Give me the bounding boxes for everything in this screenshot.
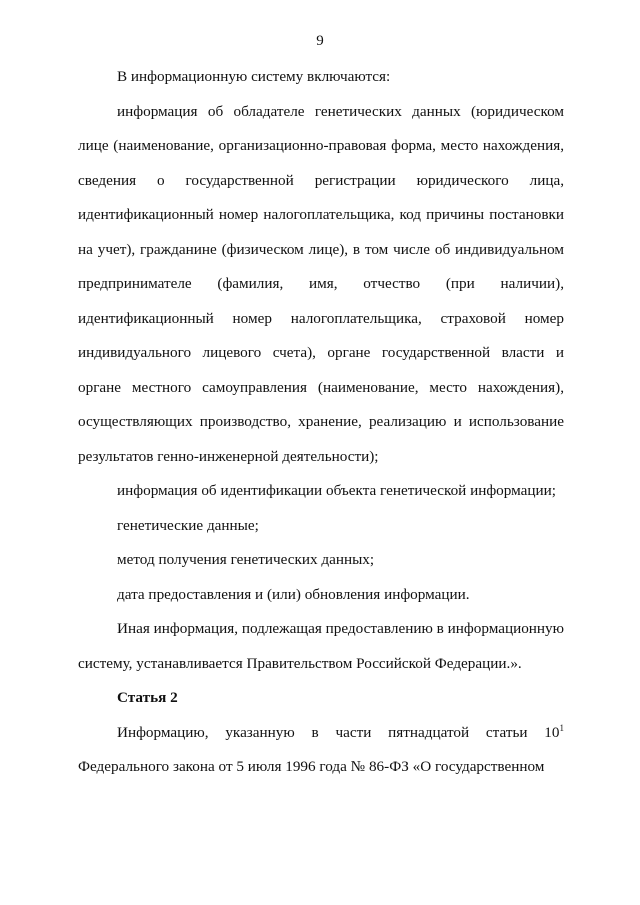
superscript-marker: 1 (559, 722, 564, 733)
paragraph-article-2-start: Информацию, указанную в части пятнадцатой статьи 10 (117, 723, 560, 741)
paragraph-method: метод получения генетических данных; (117, 551, 375, 568)
article-heading: Статья 2 (117, 689, 178, 706)
paragraph-article-2 (78, 716, 564, 785)
paragraph-object-identification: информация об идентификации объекта генетической информации; (117, 482, 556, 499)
document-body (78, 60, 564, 785)
paragraph-genetic-data: генетические данные; (117, 516, 259, 534)
paragraph-intro: В информационную систему включаются: (117, 68, 391, 85)
paragraph-article-2-end: Федерального закона от 5 июля 1996 года № 86-ФЗ «О государственном (78, 758, 545, 775)
paragraph-other-info: Иная информация, подлежащая предоставлению в информационную систему, устанавливается Правительством Российской Федерации.». (78, 620, 564, 672)
paragraph-owner-info: информация об обладателе генетических данных (юридическом лице (наименование, организационно-правовая форма, место нахождения, сведения о государственной регистрации юридического лица, идентификационный номер налогоплательщика, код причины постановки на учет), гражданине (физическом лице), в том числе об индивидуальном предпринимателе (фамилия, имя, отчество (при наличии), идентификационный номер налогоплательщика, страховой номер индивидуального лицевого счета), органе государственной власти и органе местного самоуправления (наименование, место нахождения), осуществляющих производство, хранение, реализацию и использование результатов генно-инженерной деятельности); (78, 102, 564, 465)
paragraph-date: дата предоставления и (или) обновления информации. (117, 585, 470, 603)
page-number: 9 (316, 33, 324, 49)
